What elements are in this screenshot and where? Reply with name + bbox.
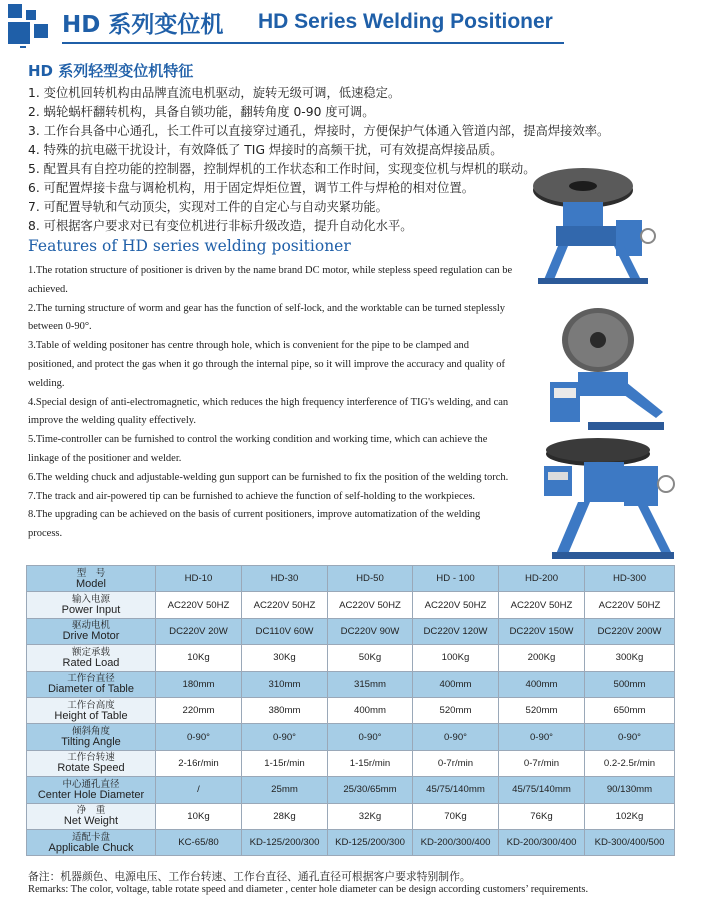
spec-cell: 102Kg xyxy=(585,803,675,829)
spec-cell: KC-65/80 xyxy=(156,829,242,855)
spec-cell: HD-30 xyxy=(242,566,328,592)
spec-cell: AC220V 50HZ xyxy=(413,592,499,618)
spec-cell: 100Kg xyxy=(413,645,499,671)
page-title-en: HD Series Welding Positioner xyxy=(258,10,553,33)
spec-cell: KD-300/400/500 xyxy=(585,829,675,855)
features-cn-heading: HD 系列轻型变位机特征 xyxy=(28,62,194,80)
feature-cn-item: 3. 工作台具备中心通孔，长工件可以直接穿过通孔，焊接时，方便保护气体通入管道内部，提高焊接效率。 xyxy=(28,124,610,138)
spec-table xyxy=(26,565,675,856)
spec-cell: 0.2-2.5r/min xyxy=(585,750,675,776)
features-cn-list xyxy=(28,84,609,236)
spec-cell: 0-90° xyxy=(585,724,675,750)
spec-cell: 76Kg xyxy=(499,803,585,829)
spec-cell: HD - 100 xyxy=(413,566,499,592)
feature-en-item: 7.The track and air-powered tip can be furnished to achieve the function of self-holding to the workpieces. xyxy=(28,490,476,502)
spec-cell: 300Kg xyxy=(585,645,675,671)
spec-cell: DC220V 90W xyxy=(328,618,413,644)
spec-row-label xyxy=(27,671,156,697)
spec-row xyxy=(27,829,675,855)
spec-label-en: Drive Motor xyxy=(62,630,120,643)
spec-label-en: Rated Load xyxy=(62,656,120,669)
spec-row-label xyxy=(27,724,156,750)
spec-row-label xyxy=(27,777,156,803)
spec-cell: DC220V 120W xyxy=(413,618,499,644)
spec-label-en: Rotate Speed xyxy=(57,762,125,775)
spec-table-body xyxy=(27,566,675,856)
spec-row-label xyxy=(27,750,156,776)
spec-cell: 180mm xyxy=(156,671,242,697)
feature-cn-item: 2. 蜗轮蜗杆翻转机构，具备自锁功能，翻转角度 0-90 度可调。 xyxy=(28,105,375,119)
brand-logo-icon xyxy=(8,4,50,48)
spec-row xyxy=(27,671,675,697)
feature-cn-item: 5. 配置具有自控功能的控制器，控制焊机的工作状态和工作时间，实现变位机与焊机的联动。 xyxy=(28,162,536,176)
feature-en-item: 2.The turning structure of worm and gear has the function of self-lock, and the worktable can be turned steplessly between 0-90°. xyxy=(28,302,506,333)
spec-cell: 10Kg xyxy=(156,803,242,829)
spec-cell: 70Kg xyxy=(413,803,499,829)
spec-cell: 2-16r/min xyxy=(156,750,242,776)
spec-cell: 0-90° xyxy=(156,724,242,750)
spec-row xyxy=(27,592,675,618)
feature-cn-item: 6. 可配置焊接卡盘与调枪机构，用于固定焊炬位置，调节工件与焊枪的相对位置。 xyxy=(28,181,475,195)
remark-cn: 备注：机器颜色、电源电压、工作台转速、工作台直径、通孔直径可根据客户要求特别制作。 xyxy=(28,870,471,883)
spec-cell: 380mm xyxy=(242,697,328,723)
spec-cell: 1-15r/min xyxy=(242,750,328,776)
spec-cell: 220mm xyxy=(156,697,242,723)
spec-row xyxy=(27,750,675,776)
spec-label-cn: 工作台直径 xyxy=(67,673,115,685)
spec-label-en: Net Weight xyxy=(63,815,119,828)
spec-cell: KD-125/200/300 xyxy=(242,829,328,855)
spec-row xyxy=(27,618,675,644)
page-header xyxy=(0,0,701,52)
spec-row-label xyxy=(27,697,156,723)
spec-cell: 45/75/140mm xyxy=(499,777,585,803)
spec-cell: 310mm xyxy=(242,671,328,697)
spec-cell: 400mm xyxy=(499,671,585,697)
spec-cell: KD-125/200/300 xyxy=(328,829,413,855)
feature-cn-item: 7. 可配置导轨和气动顶尖，实现对工件的自定心与自动夹紧功能。 xyxy=(28,200,388,214)
spec-label-en: Diameter of Table xyxy=(47,683,134,696)
spec-cell: 500mm xyxy=(585,671,675,697)
spec-cell: AC220V 50HZ xyxy=(156,592,242,618)
feature-en-item: 3.Table of welding positoner has centre through hole, which is convenient for the pipe to be clamped and positioned, and protect the gas when it go through the internal pipe, so it will improve the accuracy and quality of welding. xyxy=(28,340,506,389)
feature-en-item: 1.The rotation structure of positioner is driven by the name brand DC motor, while stepless speed regulation can be achieved. xyxy=(28,265,513,295)
spec-row-label xyxy=(27,566,156,592)
spec-cell: 0-90° xyxy=(242,724,328,750)
spec-cell: 0-7r/min xyxy=(499,750,585,776)
positioner-photo-3 xyxy=(538,432,678,562)
spec-label-en: Model xyxy=(76,577,106,590)
spec-cell: 32Kg xyxy=(328,803,413,829)
spec-cell: DC220V 150W xyxy=(499,618,585,644)
spec-cell: 200Kg xyxy=(499,645,585,671)
spec-cell: 520mm xyxy=(413,697,499,723)
positioner-photo-2 xyxy=(548,302,668,437)
spec-label-cn: 工作台转速 xyxy=(67,752,115,764)
spec-cell: 400mm xyxy=(328,697,413,723)
spec-cell: DC220V 20W xyxy=(156,618,242,644)
spec-cell: HD-300 xyxy=(585,566,675,592)
spec-cell: AC220V 50HZ xyxy=(499,592,585,618)
features-en-list xyxy=(28,262,514,544)
spec-cell: 315mm xyxy=(328,671,413,697)
spec-row-label xyxy=(27,829,156,855)
spec-cell: 10Kg xyxy=(156,645,242,671)
spec-cell: KD-200/300/400 xyxy=(499,829,585,855)
spec-cell: 400mm xyxy=(413,671,499,697)
spec-label-cn: 倾斜角度 xyxy=(71,726,110,738)
spec-cell: 0-90° xyxy=(413,724,499,750)
feature-en-item: 6.The welding chuck and adjustable-welding gun support can be furnished to fix the position of the welding torch. xyxy=(28,471,509,483)
spec-cell: HD-200 xyxy=(499,566,585,592)
spec-row xyxy=(27,777,675,803)
spec-label-cn: 工作台高度 xyxy=(67,699,115,711)
spec-cell: 50Kg xyxy=(328,645,413,671)
spec-row-label xyxy=(27,592,156,618)
spec-cell: 30Kg xyxy=(242,645,328,671)
spec-row xyxy=(27,724,675,750)
spec-label-en: Applicable Chuck xyxy=(48,841,134,854)
spec-cell: 0-90° xyxy=(499,724,585,750)
spec-cell: 1-15r/min xyxy=(328,750,413,776)
spec-row xyxy=(27,697,675,723)
spec-cell: 650mm xyxy=(585,697,675,723)
spec-cell: 520mm xyxy=(499,697,585,723)
spec-row xyxy=(27,566,675,592)
spec-cell: KD-200/300/400 xyxy=(413,829,499,855)
spec-cell: 25/30/65mm xyxy=(328,777,413,803)
feature-en-item: 8.The upgrading can be achieved on the basis of current positioners, improve automatization of the welding process. xyxy=(28,509,481,540)
spec-label-en: Center Hole Diameter xyxy=(37,788,145,801)
spec-cell: 45/75/140mm xyxy=(413,777,499,803)
spec-label-cn: 输入电源 xyxy=(71,594,110,606)
spec-row-label xyxy=(27,803,156,829)
feature-cn-item: 1. 变位机回转机构由品牌直流电机驱动，旋转无级可调，低速稳定。 xyxy=(28,86,401,100)
spec-label-en: Power Input xyxy=(61,604,121,617)
spec-cell: HD-10 xyxy=(156,566,242,592)
spec-label-cn: 驱动电机 xyxy=(71,620,110,632)
feature-cn-item: 4. 特殊的抗电磁干扰设计，有效降低了 TIG 焊接时的高频干扰，可有效提高焊接品质。 xyxy=(28,143,503,157)
spec-label-cn: 中心通孔直径 xyxy=(62,778,120,790)
spec-row xyxy=(27,803,675,829)
spec-cell: 28Kg xyxy=(242,803,328,829)
feature-cn-item: 8. 可根据客户要求对已有变位机进行非标升级改造，提升自动化水平。 xyxy=(28,219,413,233)
remark-en: Remarks: The color, voltage, table rotate speed and diameter , center hole diameter can be design according customers’ requirements. xyxy=(28,884,589,895)
spec-label-cn: 型 号 xyxy=(76,567,106,579)
spec-cell: AC220V 50HZ xyxy=(585,592,675,618)
spec-cell: 90/130mm xyxy=(585,777,675,803)
spec-cell: 0-90° xyxy=(328,724,413,750)
spec-row-label xyxy=(27,618,156,644)
spec-cell: AC220V 50HZ xyxy=(328,592,413,618)
spec-label-cn: 净 重 xyxy=(76,805,106,817)
positioner-photo-1 xyxy=(528,150,658,290)
spec-cell: AC220V 50HZ xyxy=(242,592,328,618)
spec-label-cn: 适配卡盘 xyxy=(71,831,110,843)
spec-label-cn: 额定承载 xyxy=(71,646,110,658)
page-title-cn: HD 系列变位机 xyxy=(62,12,224,38)
spec-row xyxy=(27,645,675,671)
spec-cell: HD-50 xyxy=(328,566,413,592)
spec-cell: DC110V 60W xyxy=(242,618,328,644)
spec-label-en: Height of Table xyxy=(54,709,128,722)
spec-cell: / xyxy=(156,777,242,803)
spec-cell: 25mm xyxy=(242,777,328,803)
spec-cell: 0-7r/min xyxy=(413,750,499,776)
feature-en-item: 5.Time-controller can be furnished to control the working condition and working time, which can achieve the linkage of the positioner and welder. xyxy=(28,434,488,464)
spec-cell: DC220V 200W xyxy=(585,618,675,644)
feature-en-item: 4.Special design of anti-electromagnetic, which reduces the high frequency interference of TIG's welding, and can improve the welding quality effectively. xyxy=(28,396,509,427)
features-en-heading: Features of HD series welding positioner xyxy=(28,237,351,255)
header-divider xyxy=(62,42,564,44)
spec-label-en: Tilting Angle xyxy=(61,736,121,749)
spec-row-label xyxy=(27,645,156,671)
